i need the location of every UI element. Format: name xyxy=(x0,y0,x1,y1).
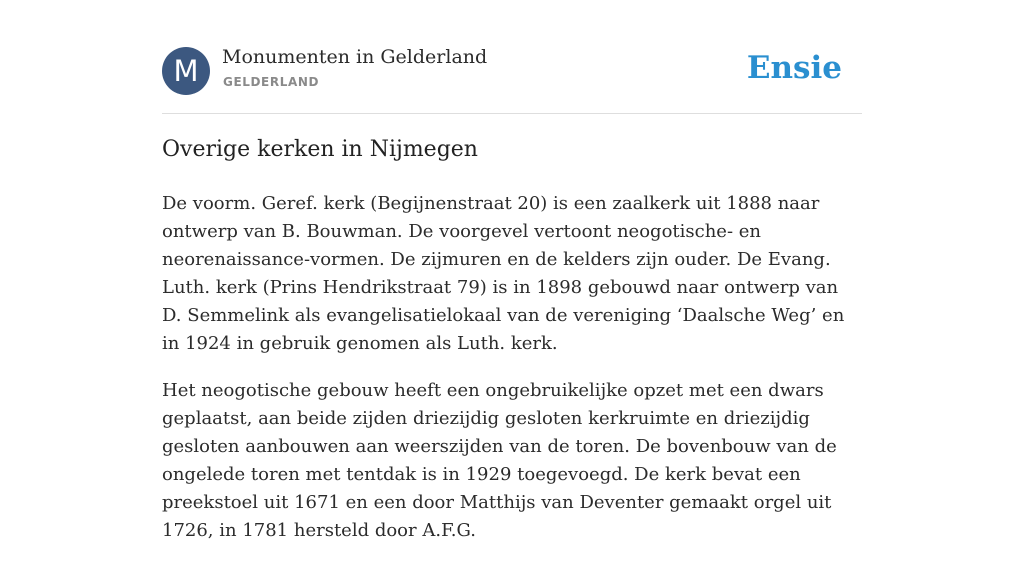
article-paragraph: Het neogotische gebouw heeft een ongebruikelijke opzet met een dwars geplaatst, aan beide zijden driezijdig gesloten kerkruimte en driezijdig gesloten aanbouwen aan weerszijden van de toren. De bovenbouw van de ongelede toren met tentdak is in 1929 toegevoegd. De kerk bevat een preekstoel uit 1671 en een door Matthijs van Deventer gemaakt orgel uit 1726, in 1781 hersteld door A.F.G. xyxy=(162,380,837,541)
header-divider xyxy=(162,113,862,114)
site-category-link[interactable]: GELDERLAND xyxy=(223,75,320,89)
ensie-logo[interactable]: Ensie xyxy=(746,50,842,86)
article-title: Overige kerken in Nijmegen xyxy=(162,137,478,162)
article-paragraph: De voorm. Geref. kerk (Begijnenstraat 20) is een zaalkerk uit 1888 naar ontwerp van B. Bouwman. De voorgevel vertoont neogotische- en neorenaissance-vormen. De zijmuren en de kelders zijn ouder. De Evang. Luth. kerk (Prins Hendrikstraat 79) is in 1898 gebouwd naar ontwerp van D. Semmelink als evangelisatielokaal van de vereniging ‘Daalsche Weg’ en in 1924 in gebruik genomen als Luth. kerk. xyxy=(162,193,845,354)
site-header xyxy=(162,46,862,96)
avatar[interactable]: M xyxy=(162,47,210,95)
article-body xyxy=(162,190,858,564)
site-name-link[interactable]: Monumenten in Gelderland xyxy=(222,46,488,68)
